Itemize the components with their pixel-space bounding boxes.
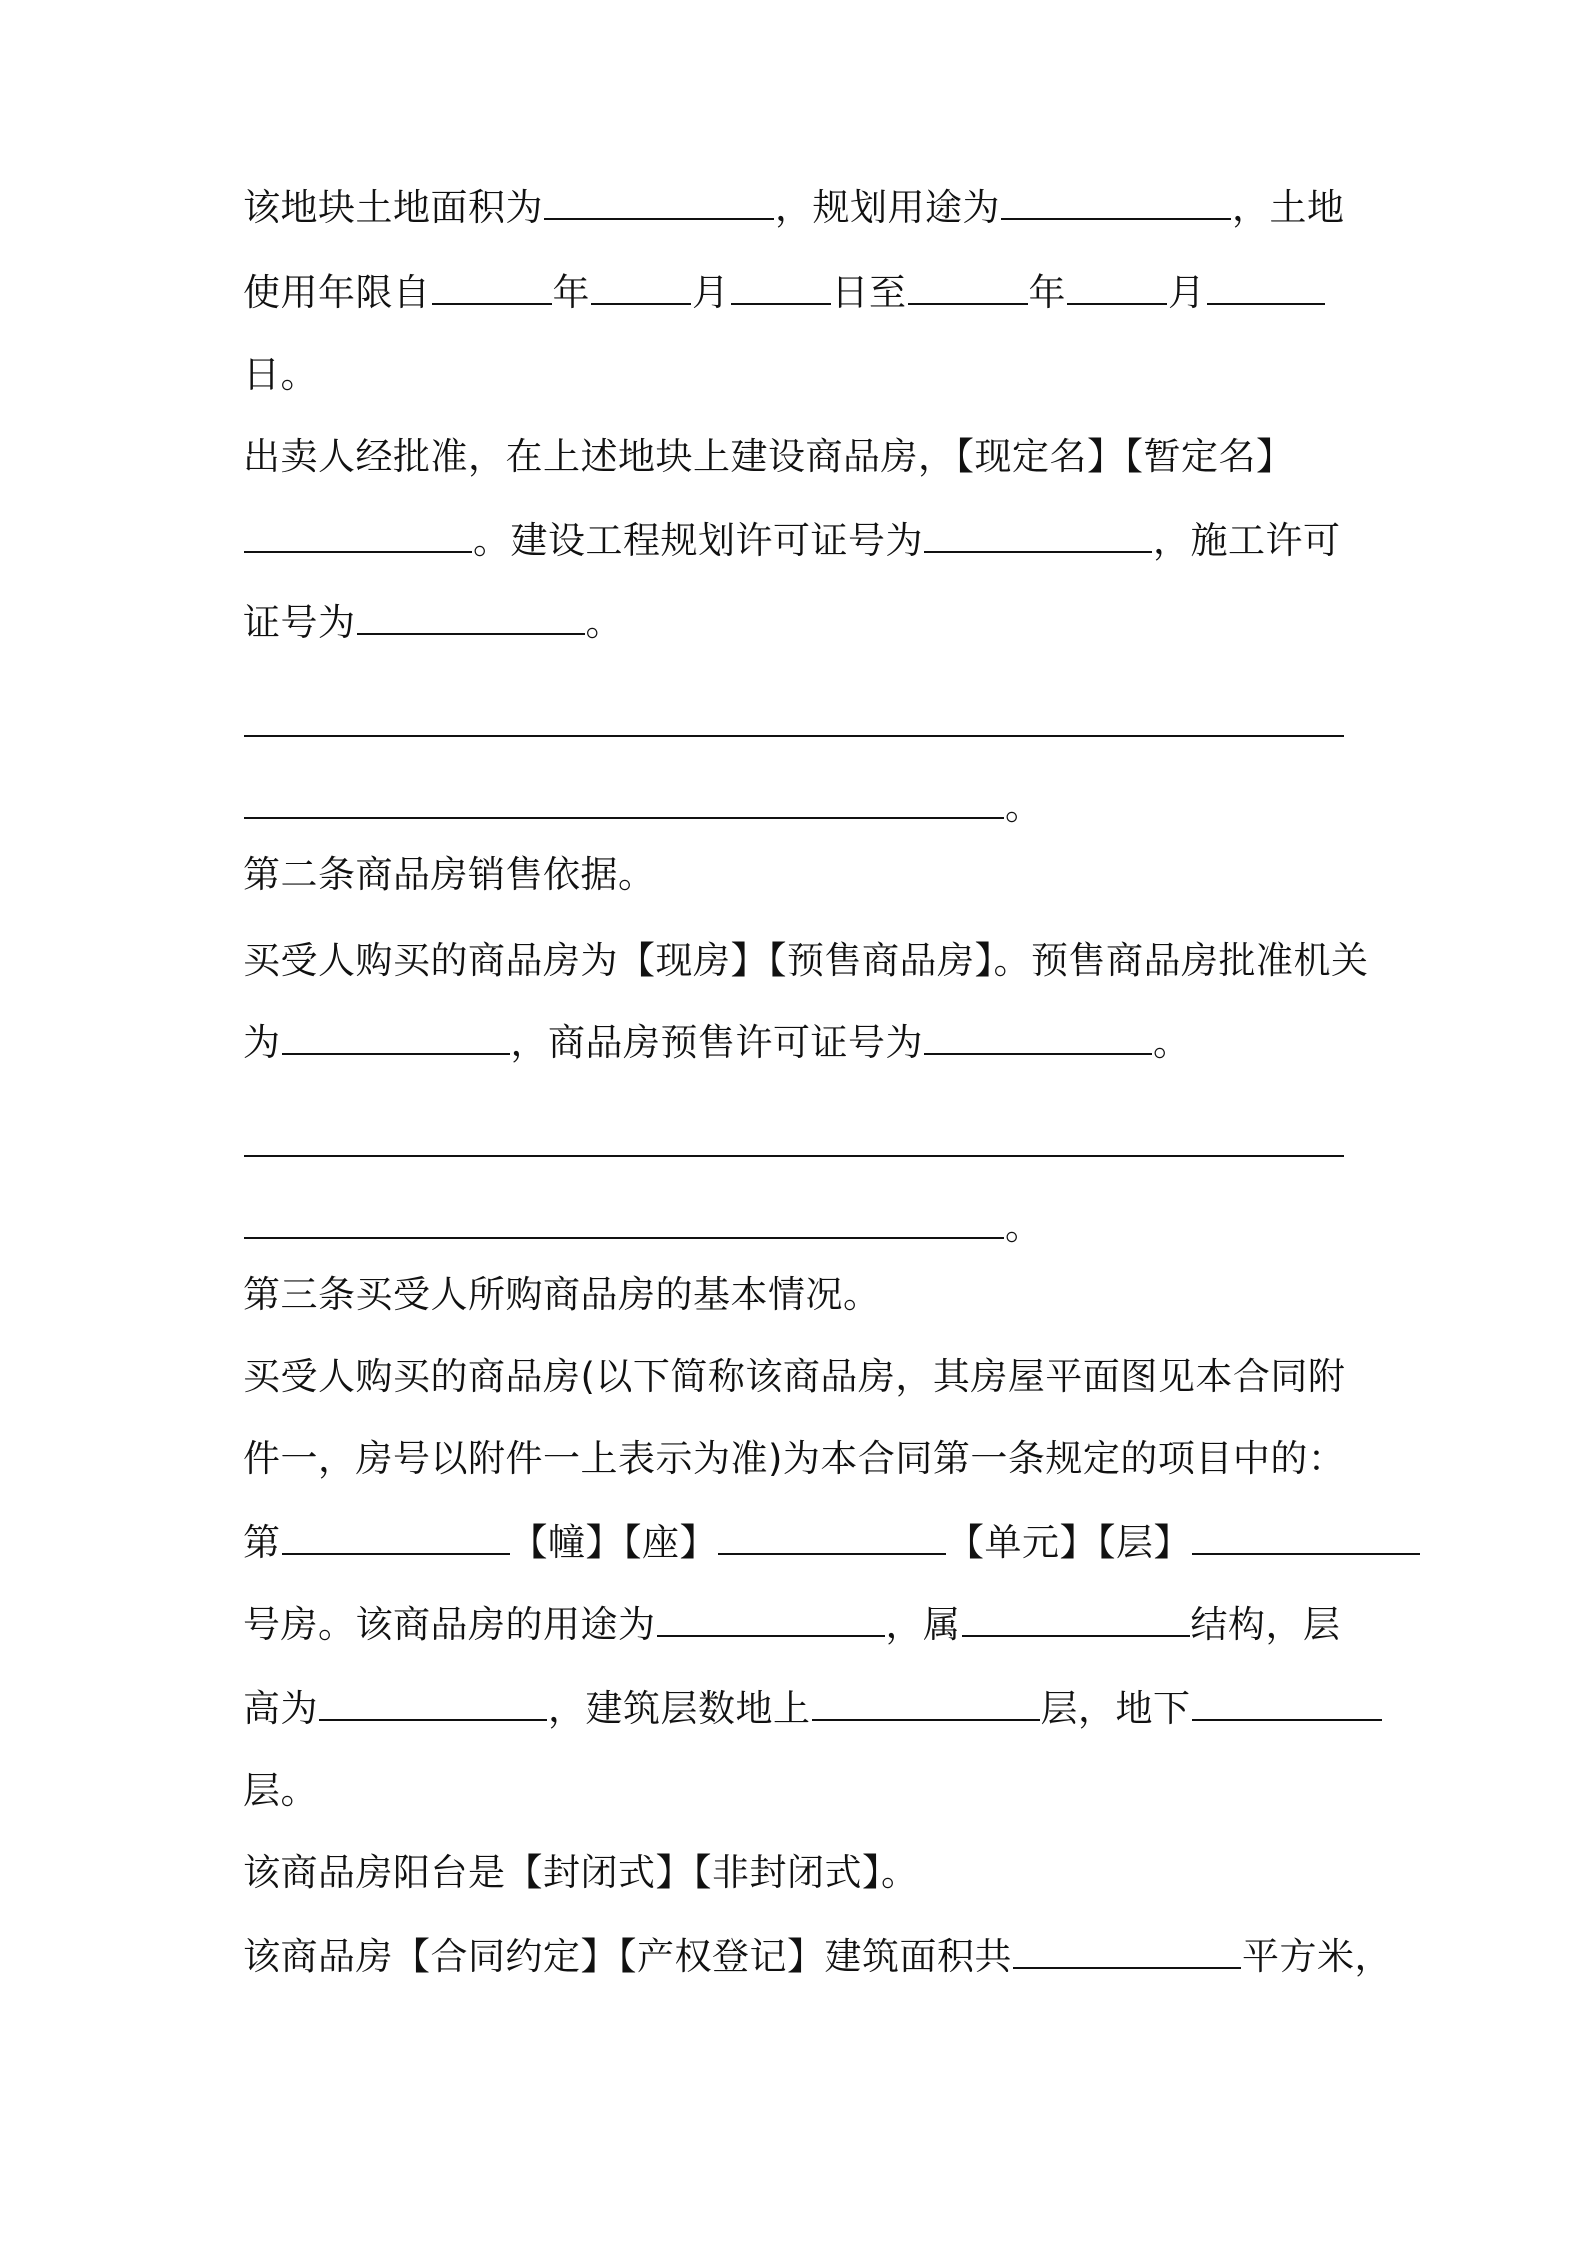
fill-in-blank: [282, 1519, 510, 1555]
text-segment: 第三条买受人所购商品房的基本情况。: [243, 1273, 881, 1316]
text-segment: 。: [585, 601, 623, 644]
text-line: [243, 1766, 1363, 1816]
text-segment: 。建设工程规划许可证号为: [473, 519, 923, 562]
text-segment: 月: [692, 271, 730, 314]
text-line: [243, 1120, 1363, 1170]
fill-in-blank: [1207, 269, 1325, 305]
text-line: [243, 350, 1363, 400]
fill-in-blank: [244, 517, 472, 553]
fill-in-blank: [282, 1019, 510, 1055]
text-segment: ，建筑层数地上: [548, 1687, 811, 1730]
fill-in-blank: [1192, 1519, 1420, 1555]
text-segment: 【幢】【座】: [510, 1521, 717, 1564]
fill-in-blank: [244, 1121, 1344, 1157]
text-segment: ，施工许可: [1153, 519, 1341, 562]
fill-in-blank: [1013, 1933, 1241, 1969]
text-line: [243, 1600, 1363, 1650]
text-line: [243, 782, 1363, 832]
text-segment: 【单元】【层】: [947, 1521, 1191, 1564]
fill-in-blank: [1192, 1685, 1382, 1721]
fill-in-blank: [432, 269, 552, 305]
fill-in-blank: [357, 599, 585, 635]
fill-in-blank: [244, 1203, 1004, 1239]
text-segment: 该地块土地面积为: [243, 186, 543, 229]
text-segment: ，商品房预售许可证号为: [510, 1021, 923, 1064]
fill-in-blank: [924, 517, 1152, 553]
text-line: [243, 850, 1363, 900]
text-segment: 买受人购买的商品房为【现房】【预售商品房】。预售商品房批准机关: [243, 939, 1369, 982]
text-segment: 该商品房阳台是【封闭式】【非封闭式】。: [243, 1851, 919, 1894]
text-segment: 使用年限自: [243, 271, 431, 314]
fill-in-blank: [657, 1601, 885, 1637]
text-line: [243, 936, 1369, 986]
text-line: [243, 1848, 1363, 1898]
text-segment: 年: [1028, 271, 1066, 314]
fill-in-blank: [924, 1019, 1152, 1055]
text-segment: 买受人购买的商品房(以下简称该商品房，其房屋平面图见本合同附: [243, 1355, 1346, 1398]
text-line: [243, 1932, 1392, 1982]
fill-in-blank: [718, 1519, 946, 1555]
fill-in-blank: [908, 269, 1028, 305]
text-segment: 号房。该商品房的用途为: [243, 1603, 656, 1646]
text-segment: 为: [243, 1021, 281, 1064]
text-segment: 年: [552, 271, 590, 314]
text-line: [243, 598, 1363, 648]
text-segment: 该商品房【合同约定】【产权登记】建筑面积共: [243, 1935, 1012, 1978]
fill-in-blank: [244, 701, 1344, 737]
text-line: [243, 1518, 1363, 1568]
text-line: [243, 183, 1363, 233]
fill-in-blank: [319, 1685, 547, 1721]
text-segment: 件一，房号以附件一上表示为准)为本合同第一条规定的项目中的：: [243, 1437, 1346, 1480]
text-segment: ，属: [885, 1603, 961, 1646]
text-line: [243, 1684, 1363, 1734]
text-line: [243, 432, 1363, 482]
text-line: [243, 516, 1363, 566]
text-segment: 第二条商品房销售依据。: [243, 853, 656, 896]
text-line: [243, 1434, 1363, 1484]
text-segment: 月: [1168, 271, 1206, 314]
fill-in-blank: [244, 783, 1004, 819]
text-line: [243, 1018, 1363, 1068]
text-line: [243, 700, 1363, 750]
text-segment: 结构，层: [1190, 1603, 1341, 1646]
text-segment: 。: [1005, 785, 1043, 828]
text-segment: 高为: [243, 1687, 318, 1730]
fill-in-blank: [731, 269, 831, 305]
fill-in-blank: [591, 269, 691, 305]
text-segment: 日至: [831, 271, 907, 314]
text-segment: 。: [1005, 1205, 1043, 1248]
text-line: [243, 1270, 1363, 1320]
text-segment: 平方米，: [1242, 1935, 1392, 1978]
text-segment: 证号为: [243, 601, 356, 644]
text-segment: ，土地: [1232, 186, 1345, 229]
text-line: [243, 1352, 1363, 1402]
fill-in-blank: [544, 184, 774, 220]
fill-in-blank: [962, 1601, 1190, 1637]
text-segment: 日。: [243, 353, 318, 396]
text-segment: 层。: [243, 1769, 318, 1812]
text-segment: 。: [1153, 1021, 1191, 1064]
text-segment: ，规划用途为: [775, 186, 1000, 229]
text-segment: 第: [243, 1521, 281, 1564]
text-line: [243, 268, 1363, 318]
text-line: [243, 1202, 1363, 1252]
fill-in-blank: [1001, 184, 1231, 220]
fill-in-blank: [1067, 269, 1167, 305]
fill-in-blank: [812, 1685, 1040, 1721]
text-segment: 出卖人经批准，在上述地块上建设商品房，【现定名】【暂定名】: [243, 435, 1294, 478]
text-segment: 层，地下: [1040, 1687, 1191, 1730]
